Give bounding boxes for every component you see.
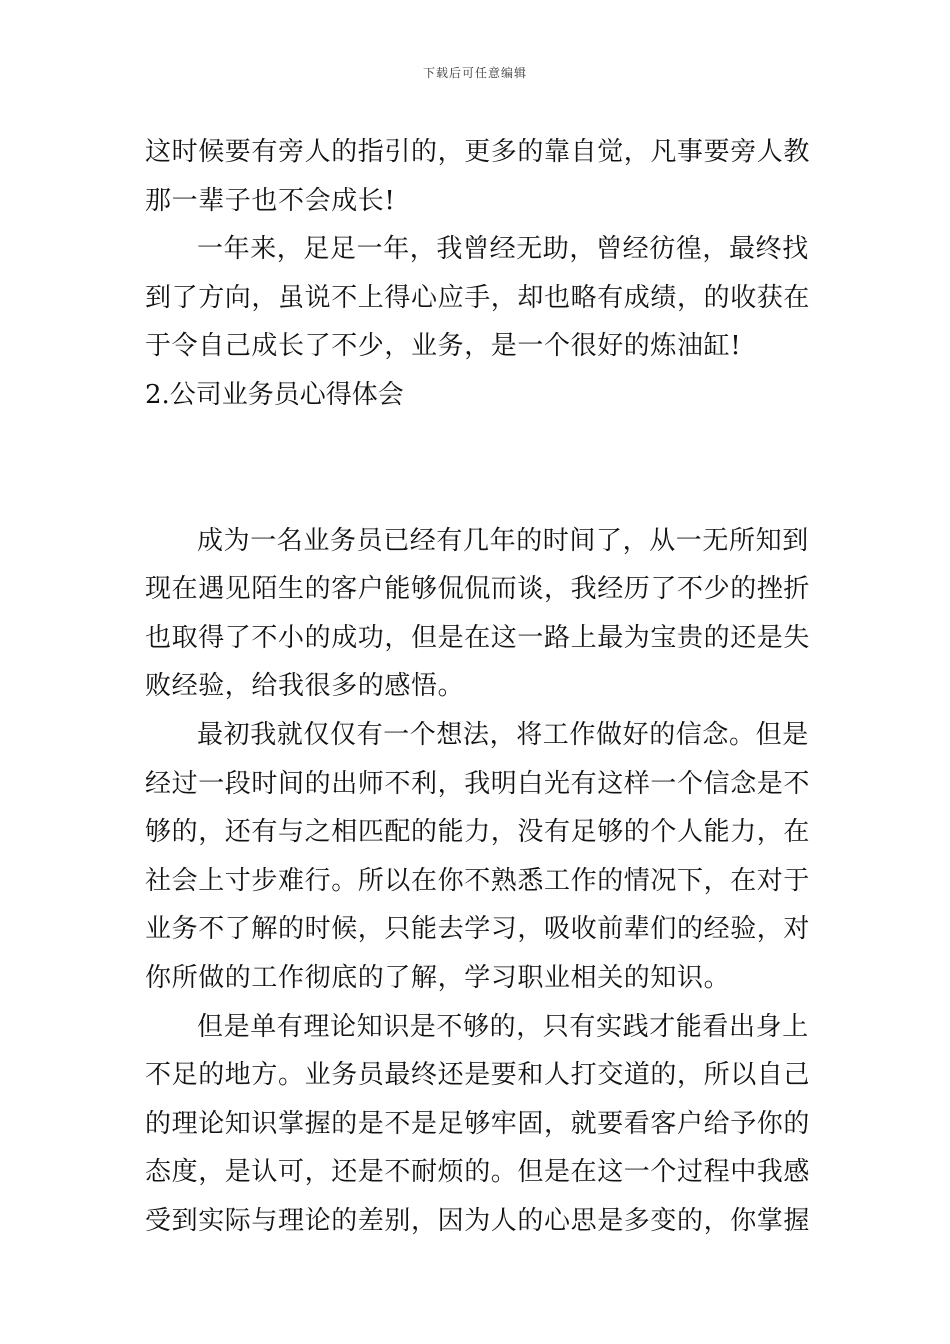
text-line: 够的，还有与之相匹配的能力，没有足够的个人能力，在 — [145, 817, 811, 848]
page-header: 下载后可任意编辑 — [422, 66, 527, 80]
document-body — [145, 128, 813, 1245]
text-line: 现在遇见陌生的客户能够侃侃而谈，我经历了不少的挫折 — [145, 574, 811, 605]
text-line: 于令自己成长了不少，业务，是一个很好的炼油缸! — [145, 331, 742, 362]
text-line: 态度，是认可，还是不耐烦的。但是在这一个过程中我感 — [145, 1157, 811, 1188]
text-line: 业务不了解的时候，只能去学习，吸收前辈们的经验，对 — [145, 914, 811, 945]
section-heading: 2.公司业务员心得体会 — [145, 379, 404, 410]
paragraph-start-line: 但是单有理论知识是不够的，只有实践才能看出身上 — [197, 1011, 809, 1042]
paragraph-start-line: 最初我就仅仅有一个想法，将工作做好的信念。但是 — [197, 719, 809, 750]
text-line: 败经验，给我很多的感悟。 — [145, 671, 465, 702]
text-line: 不足的地方。业务员最终还是要和人打交道的，所以自己 — [145, 1060, 811, 1091]
text-line: 到了方向，虽说不上得心应手，却也略有成绩，的收获在 — [145, 282, 811, 313]
text-line: 你所做的工作彻底的了解，学习职业相关的知识。 — [145, 962, 731, 993]
text-line: 受到实际与理论的差别，因为人的心思是多变的，你掌握 — [145, 1205, 811, 1236]
text-line: 也取得了不小的成功，但是在这一路上最为宝贵的还是失 — [145, 622, 811, 653]
blank-spacer — [145, 420, 813, 517]
text-line: 社会上寸步难行。所以在你不熟悉工作的情况下，在对于 — [145, 865, 811, 896]
paragraph-start-line: 成为一名业务员已经有几年的时间了，从一无所知到 — [197, 525, 809, 556]
paragraph-start-line: 一年来，足足一年，我曾经无助，曾经彷徨，最终找 — [197, 234, 809, 265]
text-line: 那一辈子也不会成长! — [145, 185, 396, 216]
text-line: 的理论知识掌握的是不是足够牢固，就要看客户给予你的 — [145, 1108, 811, 1139]
text-line: 这时候要有旁人的指引的，更多的靠自觉，凡事要旁人教 — [145, 137, 811, 167]
text-line: 经过一段时间的出师不利，我明白光有这样一个信念是不 — [145, 768, 811, 799]
